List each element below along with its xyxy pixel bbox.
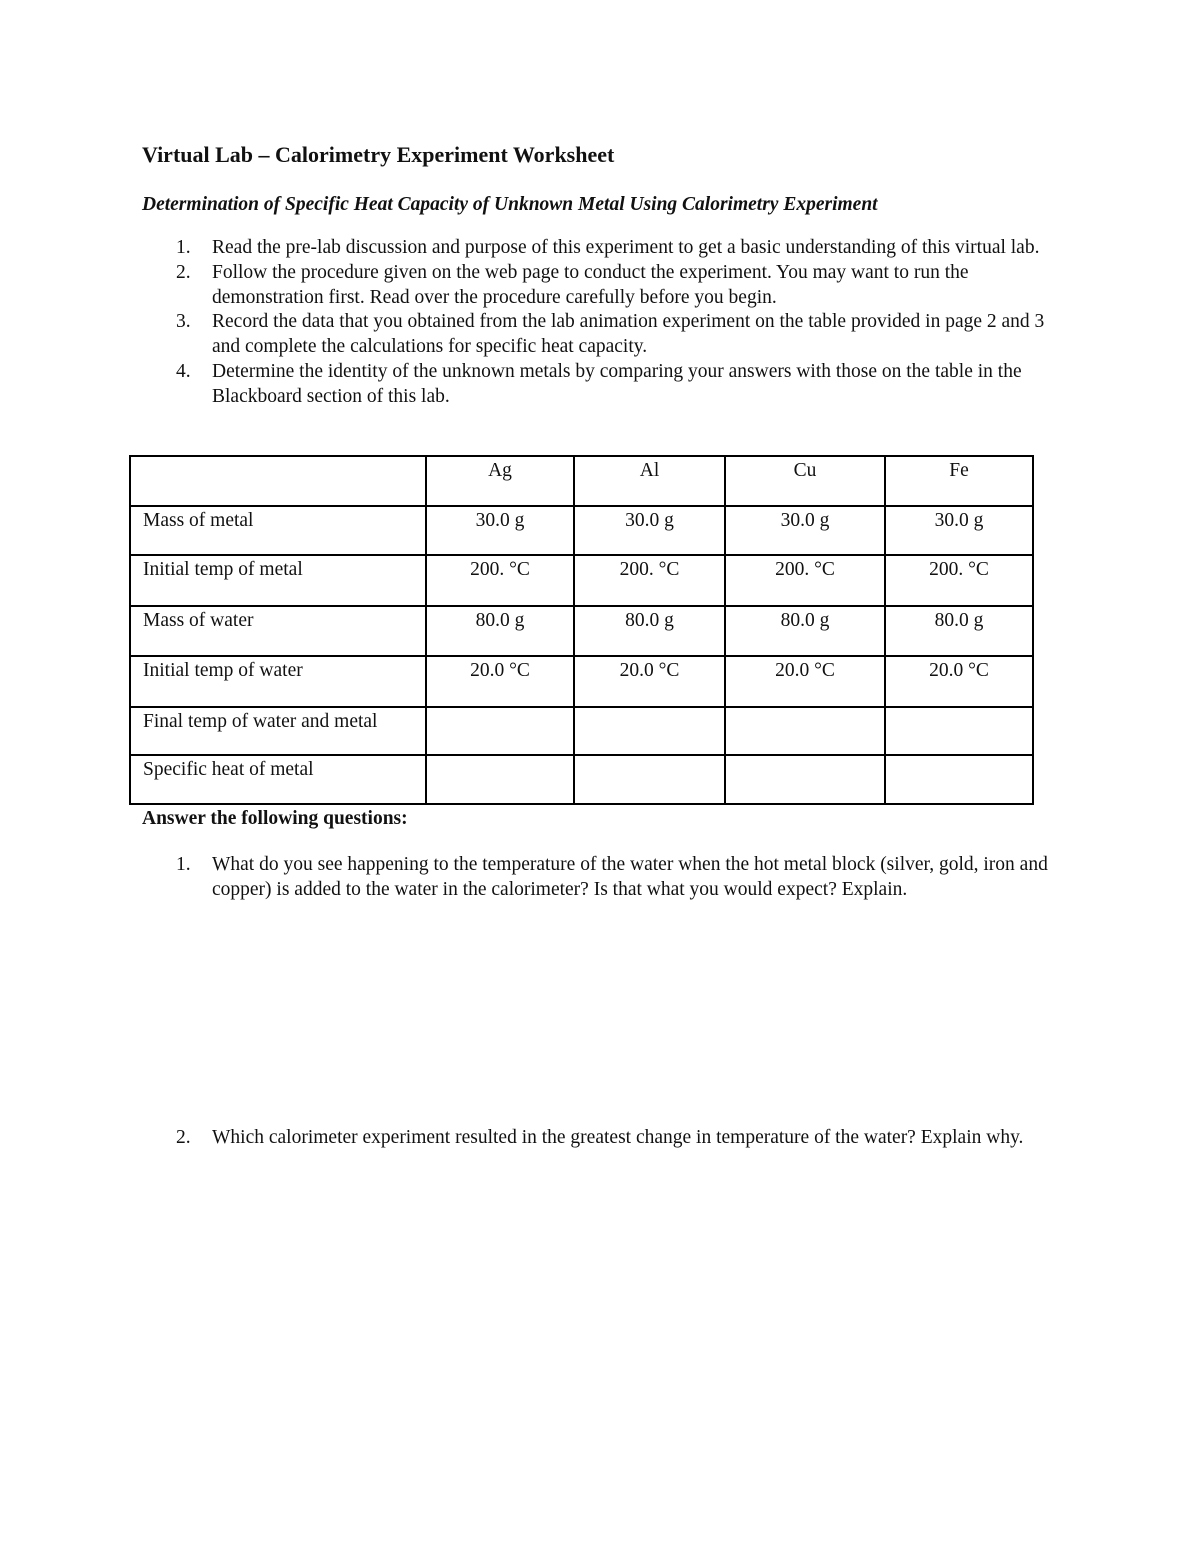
table-header-cell <box>130 456 426 506</box>
table-cell: 200. °C <box>426 555 574 606</box>
question-list <box>142 853 1072 903</box>
question-item <box>142 853 1072 903</box>
table-cell: 20.0 °C <box>574 656 725 707</box>
table-cell: 80.0 g <box>885 606 1033 656</box>
instruction-number: 1. <box>176 237 191 258</box>
answer-cell[interactable] <box>885 755 1033 804</box>
answer-cell[interactable] <box>725 755 885 804</box>
table-row <box>130 606 1033 656</box>
table-cell: 20.0 °C <box>885 656 1033 707</box>
row-label: Specific heat of metal <box>130 755 426 804</box>
table-cell: 200. °C <box>725 555 885 606</box>
question-item <box>142 1126 1072 1151</box>
row-label: Initial temp of water <box>130 656 426 707</box>
instruction-text: Follow the procedure given on the web page to conduct the experiment. You may want to run the demonstration first. Read over the procedure carefully before you begin. <box>212 261 969 308</box>
row-label: Mass of water <box>130 606 426 656</box>
answer-cell[interactable] <box>885 707 1033 755</box>
table-cell: 20.0 °C <box>725 656 885 707</box>
instruction-item <box>142 360 1072 410</box>
table-cell: 30.0 g <box>725 506 885 555</box>
table-header-cell: Al <box>574 456 725 506</box>
answer-cell[interactable] <box>426 755 574 804</box>
question-text: Which calorimeter experiment resulted in the greatest change in temperature of the water? Explain why. <box>212 1127 1024 1148</box>
question-text: What do you see happening to the temperature of the water when the hot metal block (silver, gold, iron and copper) is added to the water in the calorimeter? Is that what you would expect? Explain. <box>212 854 1048 900</box>
table-row <box>130 707 1033 755</box>
table-cell: 200. °C <box>885 555 1033 606</box>
table-header-cell: Fe <box>885 456 1033 506</box>
answer-cell[interactable] <box>426 707 574 755</box>
table-cell: 80.0 g <box>725 606 885 656</box>
table-cell: 30.0 g <box>426 506 574 555</box>
instruction-item <box>142 261 1072 311</box>
table-header-cell: Cu <box>725 456 885 506</box>
row-label: Final temp of water and metal <box>130 707 426 755</box>
instruction-number: 4. <box>176 360 191 382</box>
instruction-item <box>142 310 1072 360</box>
table-cell: 200. °C <box>574 555 725 606</box>
table-cell: 80.0 g <box>426 606 574 656</box>
table-cell: 30.0 g <box>885 506 1033 555</box>
answer-cell[interactable] <box>725 707 885 755</box>
table-cell: 80.0 g <box>574 606 725 656</box>
table-row <box>130 755 1033 804</box>
table-cell: 20.0 °C <box>426 656 574 707</box>
worksheet-title: Virtual Lab – Calorimetry Experiment Worksheet <box>142 142 615 167</box>
question-number: 2. <box>176 1127 191 1148</box>
table-header-row <box>130 456 1033 506</box>
instruction-number: 2. <box>176 261 191 283</box>
answer-cell[interactable] <box>574 755 725 804</box>
instruction-item <box>142 236 1072 261</box>
table-row <box>130 506 1033 555</box>
worksheet-subtitle: Determination of Specific Heat Capacity of Unknown Metal Using Calorimetry Experiment <box>142 194 878 215</box>
instruction-text: Record the data that you obtained from the lab animation experiment on the table provided in page 2 and 3 and complete the calculations for specific heat capacity. <box>212 311 1045 358</box>
table-row <box>130 555 1033 606</box>
table-row <box>130 656 1033 707</box>
questions-heading: Answer the following questions: <box>142 808 408 829</box>
instruction-list <box>142 236 1072 410</box>
instruction-text: Read the pre-lab discussion and purpose of this experiment to get a basic understanding of this virtual lab. <box>212 237 1040 258</box>
instruction-number: 3. <box>176 311 191 333</box>
answer-cell[interactable] <box>574 707 725 755</box>
data-table <box>129 455 1034 805</box>
instruction-text: Determine the identity of the unknown metals by comparing your answers with those on the table in the Blackboard section of this lab. <box>212 360 1022 407</box>
table-cell: 30.0 g <box>574 506 725 555</box>
table-header-cell: Ag <box>426 456 574 506</box>
question-number: 1. <box>176 854 191 875</box>
row-label: Mass of metal <box>130 506 426 555</box>
row-label: Initial temp of metal <box>130 555 426 606</box>
question-list <box>142 1126 1072 1151</box>
